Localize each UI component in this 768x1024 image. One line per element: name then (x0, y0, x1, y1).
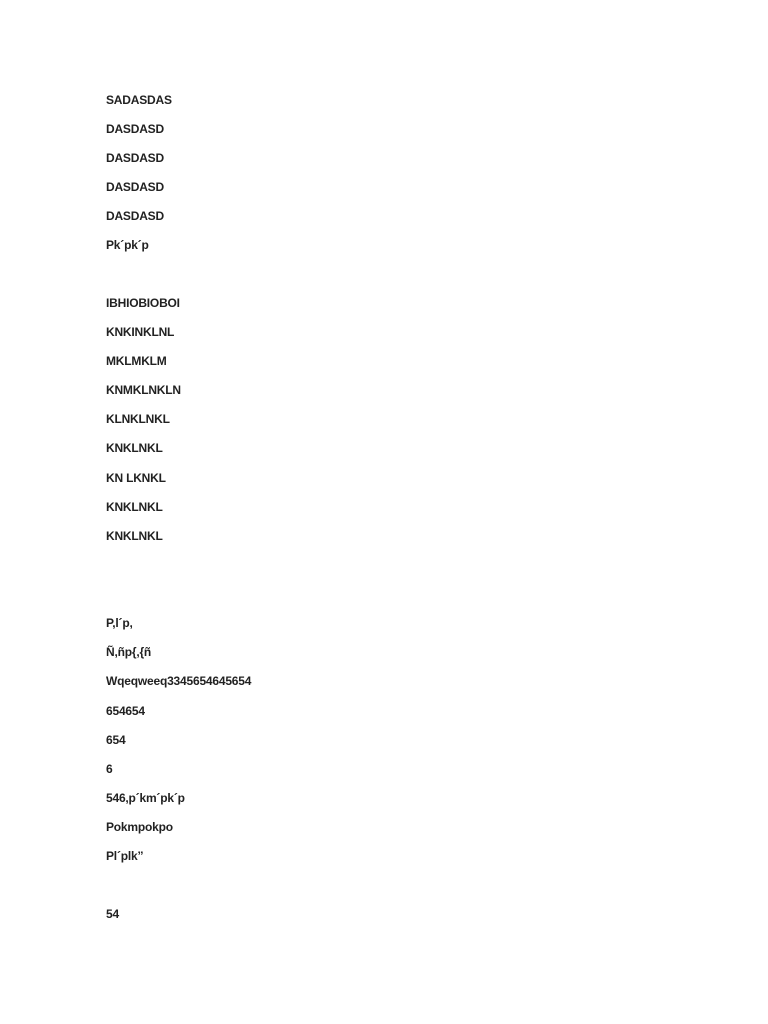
text-line: KLNKLNKL (106, 412, 170, 426)
text-line: DASDASD (106, 180, 164, 194)
text-line: KNKINKLNL (106, 325, 175, 339)
text-line: Ñ,ñp{,{ñ (106, 645, 152, 659)
text-line: Pk´pk´p (106, 238, 149, 252)
text-line: KNKLNKL (106, 500, 163, 514)
text-line: 6 (106, 762, 113, 776)
text-line: MKLMKLM (106, 354, 167, 368)
text-line: SADASDAS (106, 93, 172, 107)
text-line: DASDASD (106, 122, 164, 136)
text-line: KNKLNKL (106, 441, 163, 455)
text-line: Pokmpokpo (106, 820, 173, 834)
text-line: 54 (106, 907, 119, 921)
text-line: 654654 (106, 704, 145, 718)
text-line: Wqeqweeq3345654645654 (106, 674, 252, 688)
text-line: 546,p´km´pk´p (106, 791, 185, 805)
text-line: Pl´plk’’ (106, 849, 144, 863)
text-line: KNKLNKL (106, 529, 163, 543)
text-line: KN LKNKL (106, 471, 166, 485)
text-line: 654 (106, 733, 126, 747)
text-line: P,l´p, (106, 616, 133, 630)
text-line: DASDASD (106, 209, 164, 223)
text-line: IBHIOBIOBOI (106, 296, 180, 310)
text-line: DASDASD (106, 151, 164, 165)
text-line: KNMKLNKLN (106, 383, 181, 397)
